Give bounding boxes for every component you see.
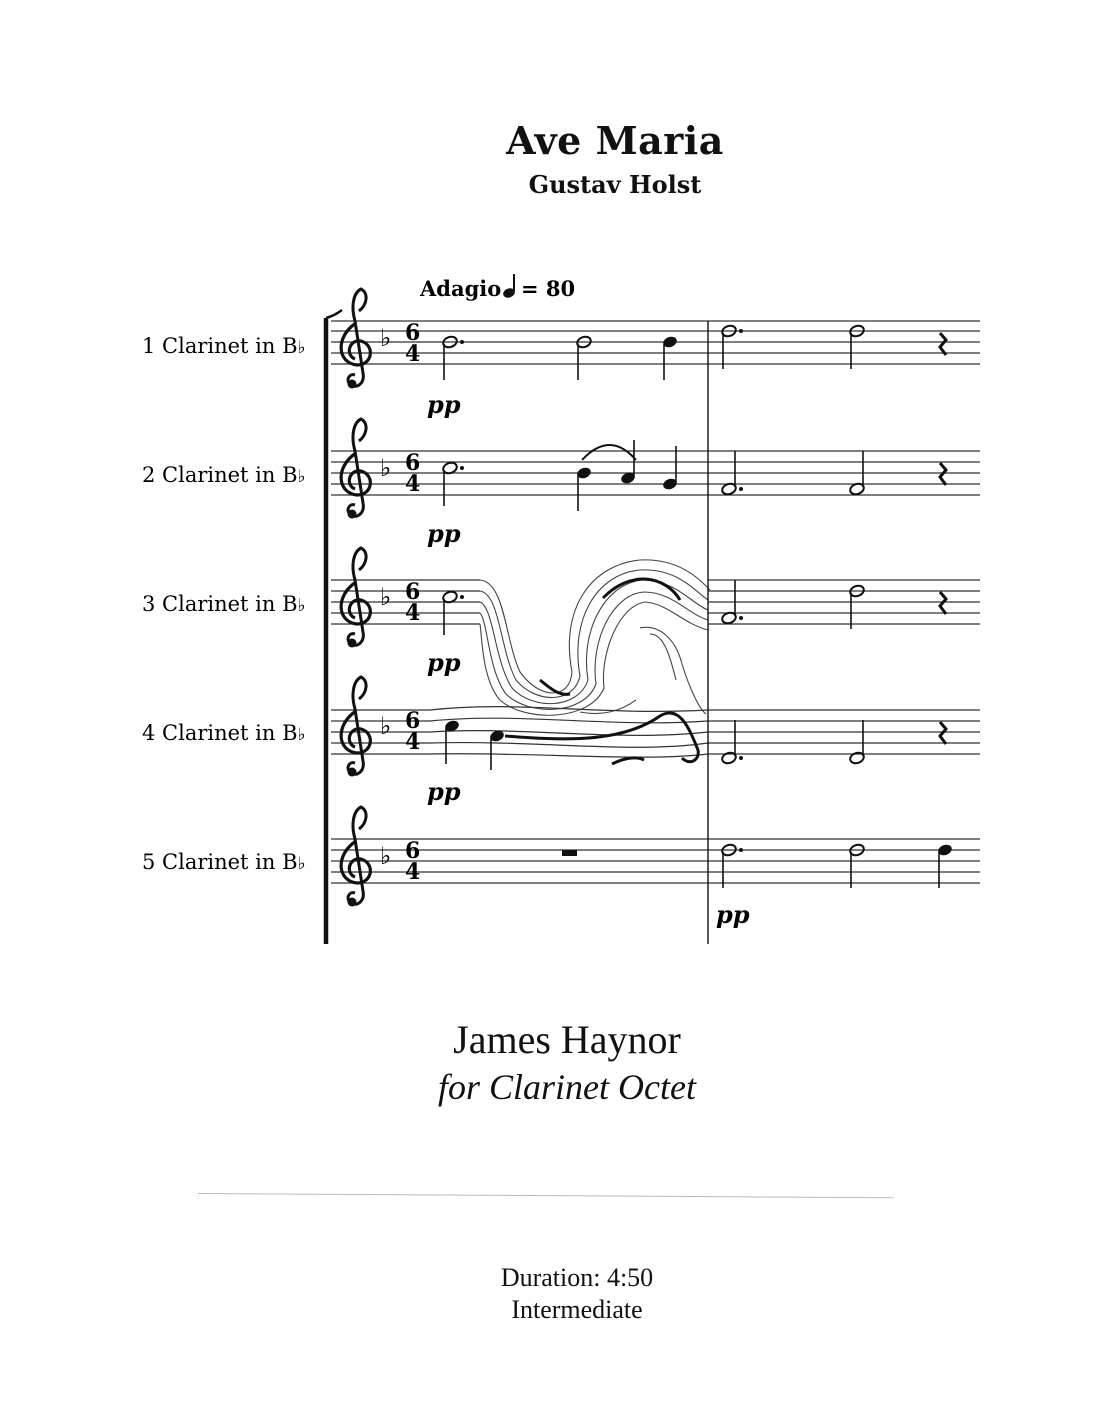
key-signature-flat-icon: ♭ [380, 583, 392, 611]
time-sig-bottom: 4 [405, 859, 421, 885]
swirl-distortion [480, 560, 710, 715]
key-signature-flat-icon: ♭ [380, 712, 392, 740]
time-sig-top: 6 [405, 838, 421, 864]
ensemble-subtitle: for Clarinet Octet [438, 1067, 696, 1107]
treble-clef-icon [341, 807, 370, 907]
staff-label-3: 3 Clarinet in B♭ [142, 592, 306, 616]
staff-label-5: 5 Clarinet in B♭ [142, 850, 306, 874]
dynamic-marking: pp [427, 519, 461, 548]
quarter-rest-icon [940, 592, 946, 614]
dynamic-marking: pp [427, 390, 461, 419]
duration-text: Duration: 4:50 [500, 1263, 654, 1292]
note-quarter [489, 729, 506, 770]
difficulty-level: Intermediate [511, 1295, 643, 1324]
quarter-rest-icon [940, 333, 946, 355]
time-sig-top: 6 [405, 708, 421, 734]
treble-clef-icon [341, 419, 370, 519]
system-bracket [326, 310, 342, 944]
arranger-name: James Haynor [453, 1017, 681, 1062]
whole-rest-icon [562, 850, 577, 856]
time-sig-top: 6 [405, 450, 421, 476]
time-sig-bottom: 4 [405, 729, 421, 755]
staff-4 [331, 677, 980, 806]
time-sig-bottom: 4 [405, 600, 421, 626]
staff-3 [331, 548, 980, 677]
quarter-rest-icon [940, 722, 946, 744]
note-quarter [444, 719, 461, 764]
staff-label-2: 2 Clarinet in B♭ [142, 463, 306, 487]
dynamic-marking: pp [427, 648, 461, 677]
staff-label-1: 1 Clarinet in B♭ [142, 334, 306, 358]
slur [582, 445, 636, 460]
dynamic-marking: pp [427, 777, 461, 806]
key-signature-flat-icon: ♭ [380, 324, 392, 352]
tempo-marking: Adagio [420, 276, 502, 301]
staff-2 [331, 419, 980, 548]
dynamic-marking: pp [716, 900, 750, 929]
staff-1 [331, 289, 980, 419]
time-sig-top: 6 [405, 320, 421, 346]
note-quarter [937, 843, 954, 888]
staff-5 [331, 807, 980, 929]
treble-clef-icon [341, 677, 370, 777]
treble-clef-icon [341, 548, 370, 648]
note-quarter [662, 446, 679, 491]
note-quarter [662, 335, 679, 380]
time-sig-bottom: 4 [405, 471, 421, 497]
quarter-note-icon [502, 274, 516, 299]
key-signature-flat-icon: ♭ [380, 842, 392, 870]
tempo-value: = 80 [521, 276, 576, 301]
note-quarter [576, 466, 593, 511]
distorted-note [612, 758, 644, 764]
divider [198, 1193, 894, 1198]
time-sig-top: 6 [405, 579, 421, 605]
quarter-rest-icon [940, 463, 946, 485]
time-sig-bottom: 4 [405, 341, 421, 367]
composer-name: Gustav Holst [528, 170, 702, 199]
staff-label-4: 4 Clarinet in B♭ [142, 721, 306, 745]
treble-clef-icon [341, 289, 370, 389]
score-title: Ave Maria [506, 118, 724, 163]
key-signature-flat-icon: ♭ [380, 454, 392, 482]
